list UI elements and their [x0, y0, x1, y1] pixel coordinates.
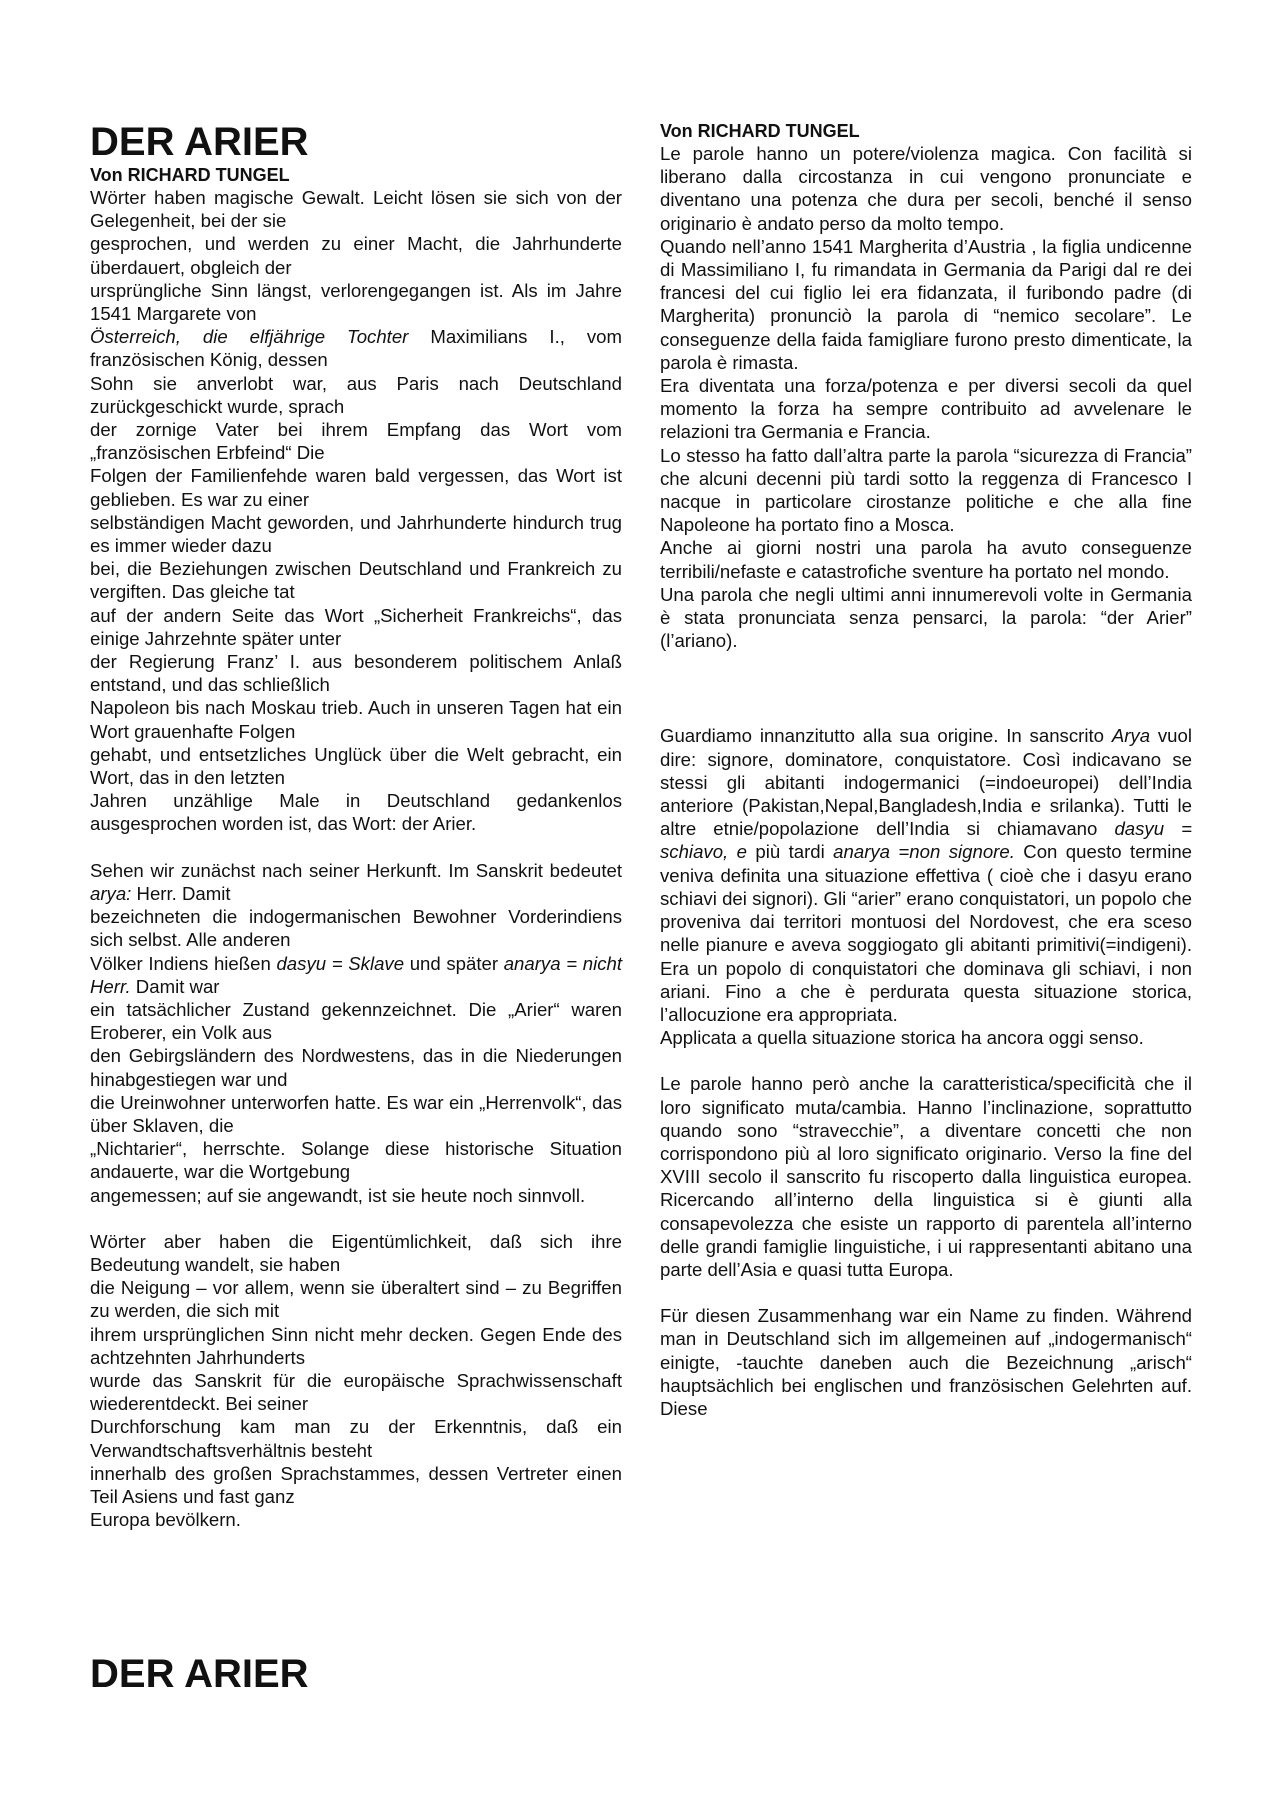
italic-phrase: Österreich, die elfjährige Tochter — [90, 326, 409, 348]
italic-phrase: dasyu = schiavo, e — [660, 818, 1192, 863]
german-paragraph-1 — [90, 186, 622, 836]
text-run: Völker Indiens hießen — [90, 952, 277, 974]
italic-phrase: arya: — [90, 882, 132, 904]
text-line: ursprüngliche Sinn längst, verlorengegangen ist. Als im Jahre 1541 Margarete von — [90, 279, 622, 325]
italian-paragraph-1: Le parole hanno un potere/violenza magica. Con facilità si liberano dalla circostanza in cui vengono pronunciate e diventano una potenza che dura per secoli, benché il senso originario è andato perso da molto tempo. — [660, 143, 1192, 234]
text-line: ein tatsächlicher Zustand gekennzeichnet. Die „Arier“ waren Eroberer, ein Volk aus — [90, 998, 622, 1044]
text-line: Durchforschung kam man zu der Erkenntnis, daß ein Verwandtschaftsverhältnis besteht — [90, 1416, 622, 1461]
text-line: Wörter haben magische Gewalt. Leicht lösen sie sich von der Gelegenheit, bei der sie — [90, 187, 622, 232]
text-run: Guardiamo innanzitutto alla sua origine. In sanscrito — [660, 725, 1112, 747]
author-line: Von RICHARD TUNGEL — [90, 165, 290, 185]
paragraph-gap — [660, 1281, 1192, 1304]
paragraph-gap — [90, 1207, 622, 1230]
italic-phrase: anarya =non signore. — [833, 841, 1015, 863]
text-line: selbständigen Macht geworden, und Jahrhunderte hindurch trug es immer wieder dazu — [90, 511, 622, 557]
text-line: innerhalb des großen Sprachstammes, dessen Vertreter einen Teil Asiens und fast ganz — [90, 1462, 622, 1507]
text-run: Herr. Damit — [131, 882, 231, 904]
italian-paragraph-5: Anche ai giorni nostri una parola ha avuto conseguenze terribili/nefaste e catastrofiche sventure ha portato nel mondo. — [660, 537, 1192, 582]
text-run: Sehen wir zunächst nach seiner Herkunft. Im Sanskrit bedeutet — [90, 859, 622, 881]
german-continuation-paragraph: Für diesen Zusammenhang war ein Name zu finden. Während man in Deutschland sich im allgemeinen auf „indogermanisch“ einigte, -tauchte daneben auch die Bezeichnung „arisch“ hauptsächlich bei englischen und französischen Gelehrten auf. Diese — [660, 1305, 1192, 1419]
paragraph-gap — [90, 836, 622, 859]
german-paragraph-3 — [90, 1230, 622, 1532]
text-line: angemessen; auf sie angewandt, ist sie heute noch sinnvoll. — [90, 1184, 586, 1206]
german-paragraph-2 — [90, 859, 622, 1207]
article-title: DER ARIER — [90, 120, 309, 164]
text-line: bezeichneten die indogermanischen Bewohner Vorderindiens sich selbst. Alle anderen — [90, 906, 622, 951]
italian-paragraph-3: Era diventata una forza/potenza e per diversi secoli da quel momento la forza ha sempre contribuito ad avvelenare le relazioni tra Germania e Francia. — [660, 375, 1192, 443]
text-line: der Regierung Franz’ I. aus besonderem politischem Anlaß entstand, und das schließlich — [90, 651, 622, 696]
text-run: Con questo termine veniva definita una situazione effettiva ( cioè che i dasyu erano schiavi dei signori). Gli “arier” erano conquistatori, un popolo che proveniva dai territori montuosi del Nordovest, che era sceso nelle pianure e aveva soggiogato gli abitanti primitivi(=indigeni). Era un popolo di conquistatori che dominava gli schiavi, i non ariani. Fino a che è perdurata questa situazione storica, l’allocuzione era appropriata. — [660, 841, 1193, 1025]
text-line: der zornige Vater bei ihrem Empfang das Wort vom „französischen Erbfeind“ Die — [90, 419, 622, 464]
text-line: die Neigung – vor allem, wenn sie überaltert sind – zu Begriffen zu werden, die sich mit — [90, 1277, 622, 1322]
text-line: den Gebirgsländern des Nordwestens, das in die Niederungen hinabgestiegen war und — [90, 1045, 622, 1090]
italian-paragraph-6: Una parola che negli ultimi anni innumerevoli volte in Germania è stata pronunciata senza pensarci, la parola: “der Arier” (l’ariano). — [660, 583, 1192, 652]
text-line: gehabt, und entsetzliches Unglück über die Welt gebracht, ein Wort, das in den letzten — [90, 743, 622, 789]
italian-paragraph-8: Applicata a quella situazione storica ha ancora oggi senso. — [660, 1027, 1144, 1049]
text-run: più tardi — [746, 841, 834, 863]
author-line: Von RICHARD TUNGEL — [660, 121, 860, 141]
text-line: wurde das Sanskrit für die europäische Sprachwissenschaft wiederentdeckt. Bei seiner — [90, 1369, 622, 1415]
german-column — [90, 116, 622, 1531]
text-run: Damit war — [130, 975, 220, 997]
italian-paragraph-4: Lo stesso ha fatto dall’altra parte la parola “sicurezza di Francia” che alcuni decenni più tardi sotto la reggenza di Francesco I nacque in particolare cirostanze politiche e che alla fine Napoleone ha portato fino a Mosca. — [660, 444, 1192, 536]
text-line: Österreich, die elfjährige Tochter Maximilians I., vom französischen König, dessen — [90, 326, 622, 371]
italian-column — [660, 116, 1192, 1420]
text-line: Sohn sie anverlobt war, aus Paris nach Deutschland zurückgeschickt wurde, sprach — [90, 372, 622, 417]
text-line: ihrem ursprünglichen Sinn nicht mehr decken. Gegen Ende des achtzehnten Jahrhunderts — [90, 1323, 622, 1368]
text-line: auf der andern Seite das Wort „Sicherheit Frankreichs“, das einige Jahrzehnte später unter — [90, 604, 622, 649]
text-line: Folgen der Familienfehde waren bald vergessen, das Wort ist geblieben. Es war zu einer — [90, 465, 622, 510]
italic-phrase: anarya = nicht Herr. — [90, 952, 623, 997]
text-line: Wörter aber haben die Eigentümlichkeit, daß sich ihre Bedeutung wandelt, sie haben — [90, 1230, 622, 1275]
text-line: Jahren unzählige Male in Deutschland gedankenlos ausgesprochen worden ist, das Wort: der Arier. — [90, 790, 622, 835]
italian-paragraph-7 — [660, 724, 1192, 1026]
italic-phrase: dasyu = Sklave — [276, 952, 405, 974]
section-gap — [660, 652, 1192, 724]
text-run: und später — [404, 952, 504, 974]
text-line: die Ureinwohner unterworfen hatte. Es war ein „Herrenvolk“, das über Sklaven, die — [90, 1091, 622, 1136]
text-line: Europa bevölkern. — [90, 1509, 241, 1531]
italian-paragraph-2: Quando nell’anno 1541 Margherita d’Austria , la figlia undicenne di Massimiliano I, fu rimandata in Germania da Parigi dal re dei francesi del cui figlio lei era fidanzata, il furibondo padre (di Margherita) pronunciò la parola di “nemico secolare”. Le conseguenze della faida famigliare furono presto dimenticate, la parola è rimasta. — [660, 235, 1192, 373]
italian-paragraph-9: Le parole hanno però anche la caratteristica/specificità che il loro significato muta/cambia. Hanno l’inclinazione, soprattutto quando sono “stravecchie”, a diventare concetti che non corrispondono più al loro significato originario. Verso la fine del XVIII secolo il sanscrito fu riscoperto dalla linguistica europea. Ricercando all’interno della linguistica si è giunti alla consapevolezza che esiste un rapporto di parentela all’interno delle grandi famiglie linguistiche, i ui rappresentanti abitano una parte dell’Asia e quasi tutta Europa. — [660, 1073, 1192, 1280]
paragraph-gap — [660, 1049, 1192, 1072]
text-line: gesprochen, und werden zu einer Macht, die Jahrhunderte überdauert, obgleich der — [90, 233, 622, 278]
italic-phrase: Arya — [1111, 725, 1151, 747]
text-line: „Nichtarier“, herrschte. Solange diese historische Situation andauerte, war die Wortgebung — [90, 1138, 622, 1183]
text-line: Napoleon bis nach Moskau trieb. Auch in unseren Tagen hat ein Wort grauenhafte Folgen — [90, 697, 622, 742]
text-run: vuol dire: signore, dominatore, conquistatore. Così indicavano se stessi gli abitanti indogermanici (=indoeuropei) dell’India anteriore (Pakistan,Nepal,Bangladesh,India e srilanka). Tutti le altre etnie/popolazione dell’India si chiamavano — [660, 725, 1193, 840]
bottom-title: DER ARIER — [90, 1652, 309, 1696]
text-line: bei, die Beziehungen zwischen Deutschland und Frankreich zu vergiften. Das gleiche tat — [90, 558, 622, 603]
